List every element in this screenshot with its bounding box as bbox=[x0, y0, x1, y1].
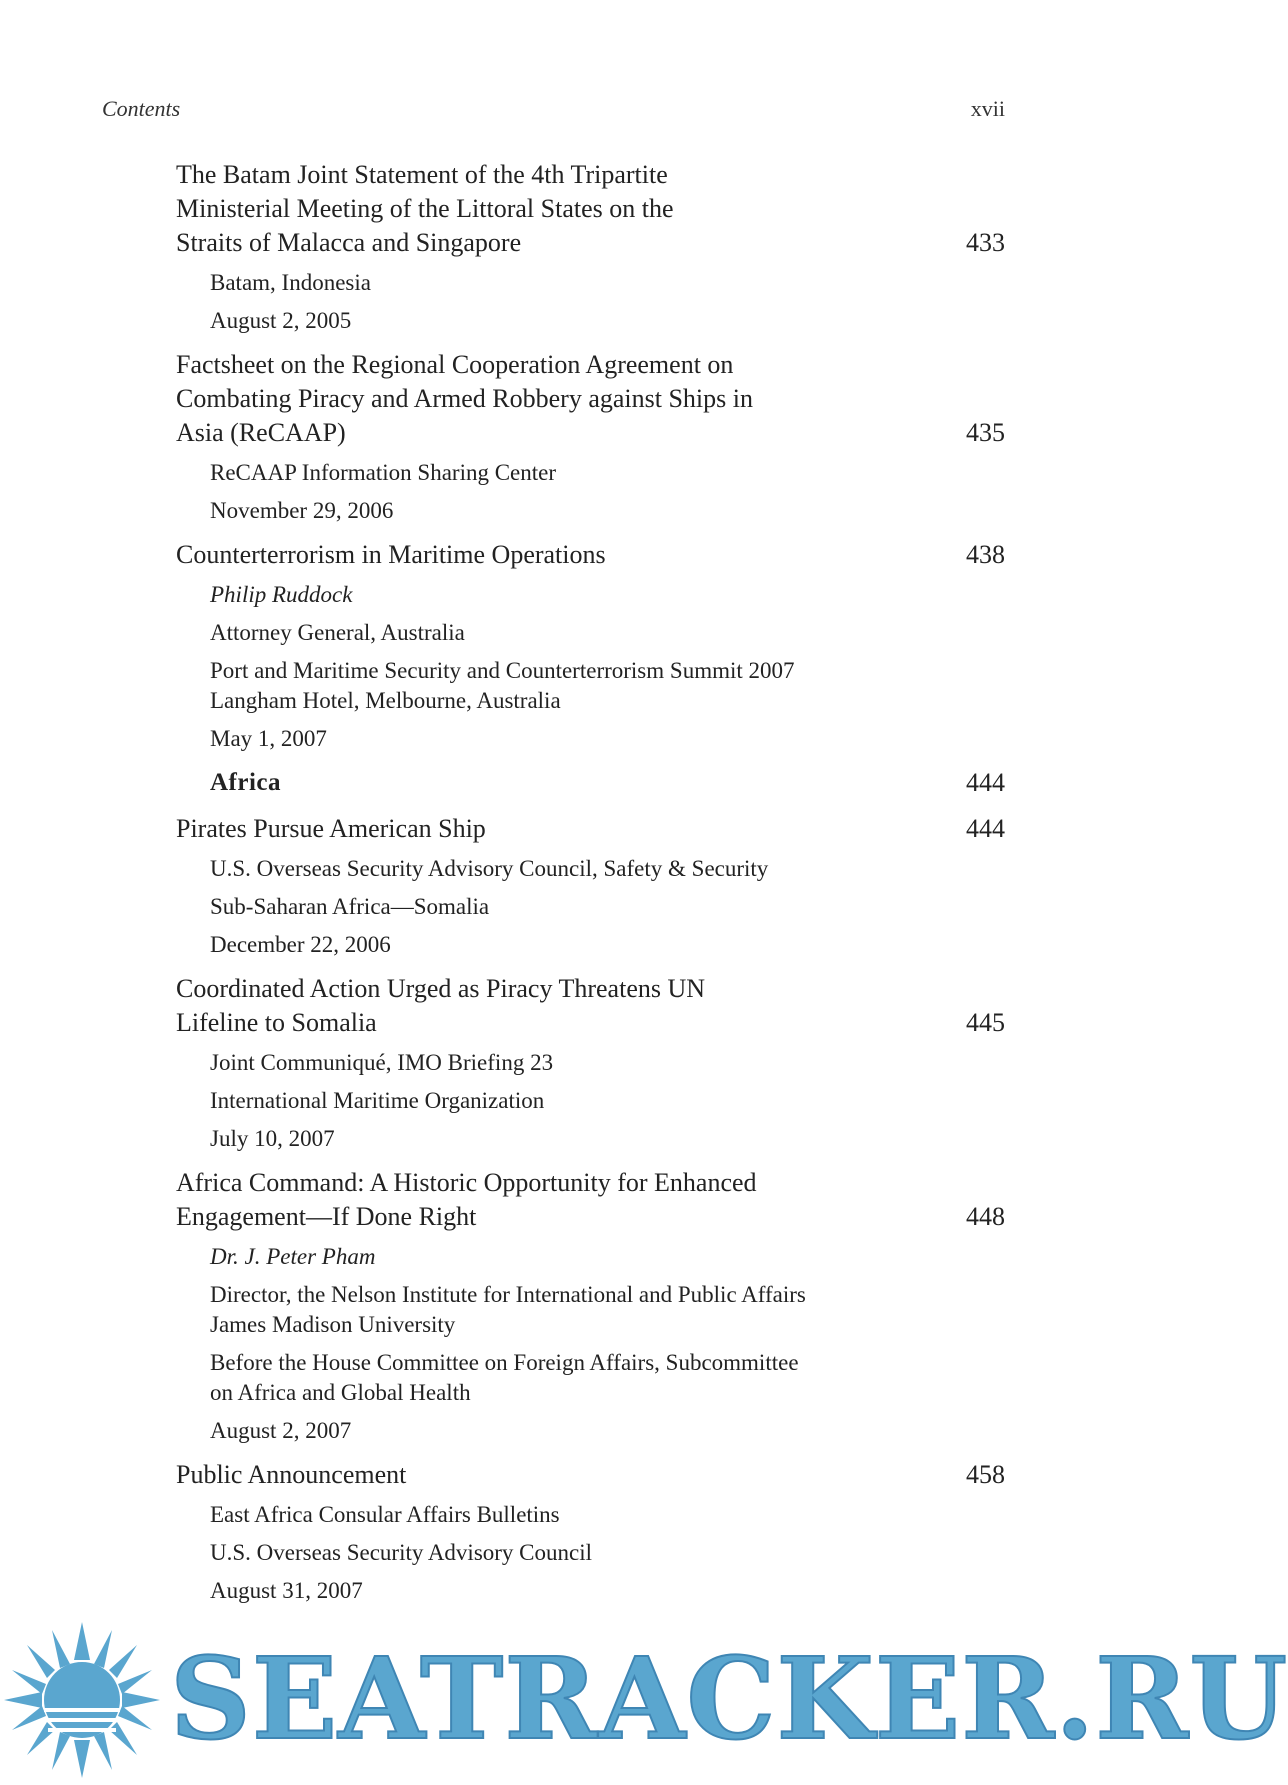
running-head-title: Contents bbox=[102, 96, 181, 121]
entry-detail: Director, the Nelson Institute for International and Public Affairs bbox=[210, 1282, 806, 1307]
entry-detail: Before the House Committee on Foreign Affairs, Subcommittee bbox=[210, 1350, 799, 1375]
entry-detail: East Africa Consular Affairs Bulletins bbox=[210, 1502, 560, 1527]
watermark-text: SEATRACKER.RU bbox=[170, 1634, 1288, 1765]
entry-detail: Attorney General, Australia bbox=[210, 620, 465, 645]
entry-title-line: Ministerial Meeting of the Littoral States on the bbox=[176, 194, 674, 223]
entry-title-line: The Batam Joint Statement of the 4th Tripartite bbox=[176, 160, 668, 189]
toc-entry bbox=[176, 1458, 1005, 1606]
entry-date: August 2, 2005 bbox=[210, 308, 352, 333]
entry-title-line: Engagement—If Done Right bbox=[176, 1202, 477, 1231]
table-of-contents bbox=[176, 158, 1005, 1618]
entry-detail: on Africa and Global Health bbox=[210, 1380, 471, 1405]
entry-author: Dr. J. Peter Pham bbox=[210, 1244, 376, 1269]
toc-entry bbox=[176, 1166, 1005, 1446]
entry-detail: Joint Communiqué, IMO Briefing 23 bbox=[210, 1050, 554, 1075]
entry-title-line: Coordinated Action Urged as Piracy Threatens UN bbox=[176, 974, 706, 1003]
entry-page-number: 445 bbox=[966, 1008, 1005, 1037]
entry-detail: James Madison University bbox=[210, 1312, 456, 1337]
entry-page-number: 444 bbox=[966, 814, 1005, 843]
entry-detail: Port and Maritime Security and Counterterrorism Summit 2007 bbox=[210, 658, 795, 683]
entry-title-line: Lifeline to Somalia bbox=[176, 1008, 377, 1037]
toc-entry bbox=[176, 348, 1005, 526]
entry-page-number: 438 bbox=[966, 540, 1005, 569]
sun-logo-icon bbox=[0, 1620, 170, 1785]
watermark bbox=[0, 1620, 1288, 1785]
entry-title-line: Public Announcement bbox=[176, 1460, 407, 1489]
entry-title-line: Counterterrorism in Maritime Operations bbox=[176, 540, 606, 569]
entry-detail: U.S. Overseas Security Advisory Council, Safety & Security bbox=[210, 856, 769, 881]
entry-page-number: 435 bbox=[966, 418, 1005, 447]
entry-detail: ReCAAP Information Sharing Center bbox=[210, 460, 557, 485]
entry-page-number: 458 bbox=[966, 1460, 1005, 1489]
entry-detail: U.S. Overseas Security Advisory Council bbox=[210, 1540, 593, 1565]
entry-date: August 2, 2007 bbox=[210, 1418, 352, 1443]
entry-title-line: Combating Piracy and Armed Robbery against Ships in bbox=[176, 384, 753, 413]
entry-date: August 31, 2007 bbox=[210, 1578, 363, 1603]
entry-detail: Batam, Indonesia bbox=[210, 270, 371, 295]
section-page-number: 444 bbox=[966, 768, 1005, 797]
entry-detail: International Maritime Organization bbox=[210, 1088, 545, 1113]
entry-date: November 29, 2006 bbox=[210, 498, 394, 523]
entry-date: May 1, 2007 bbox=[210, 726, 327, 751]
toc-entry bbox=[176, 972, 1005, 1154]
entry-title-line: Africa Command: A Historic Opportunity for Enhanced bbox=[176, 1168, 757, 1197]
entry-title-line: Asia (ReCAAP) bbox=[176, 418, 346, 447]
section-heading-row bbox=[210, 766, 1005, 800]
entry-title-line: Pirates Pursue American Ship bbox=[176, 814, 486, 843]
entry-page-number: 433 bbox=[966, 228, 1005, 257]
entry-page-number: 448 bbox=[966, 1202, 1005, 1231]
section-heading: Africa bbox=[210, 769, 282, 796]
entry-date: July 10, 2007 bbox=[210, 1126, 335, 1151]
toc-entry bbox=[176, 812, 1005, 960]
entry-detail: Langham Hotel, Melbourne, Australia bbox=[210, 688, 561, 713]
entry-detail: Sub-Saharan Africa—Somalia bbox=[210, 894, 490, 919]
entry-title-line: Factsheet on the Regional Cooperation Agreement on bbox=[176, 350, 734, 379]
entry-author: Philip Ruddock bbox=[210, 582, 353, 607]
entry-date: December 22, 2006 bbox=[210, 932, 391, 957]
toc-entry bbox=[176, 158, 1005, 336]
page-number: xvii bbox=[970, 96, 1005, 121]
toc-entry bbox=[176, 538, 1005, 754]
entry-title-line: Straits of Malacca and Singapore bbox=[176, 228, 522, 257]
